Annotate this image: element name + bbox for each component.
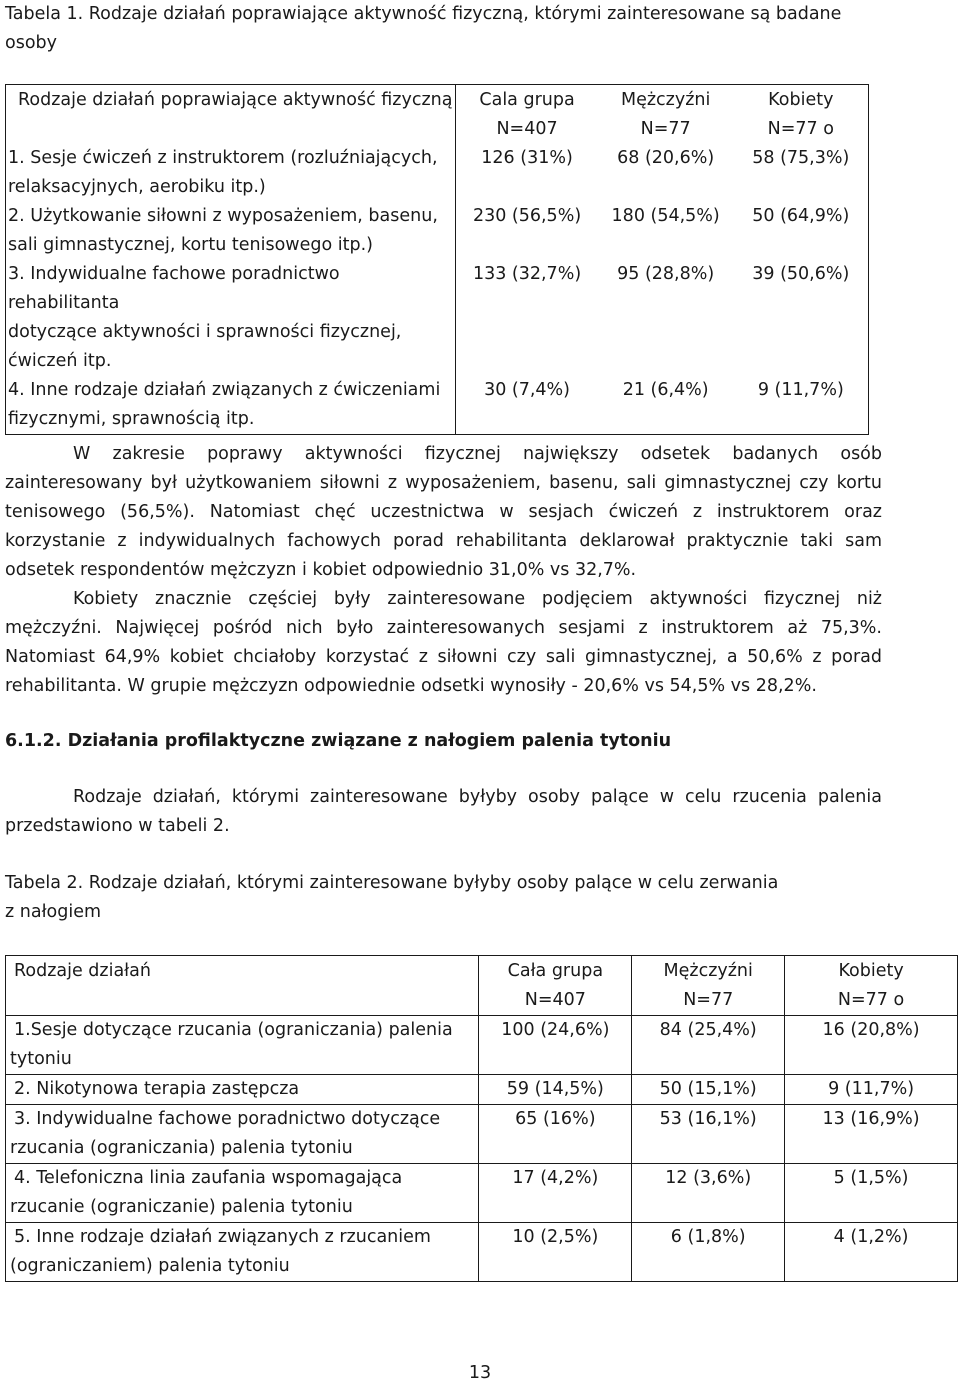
- section-heading: 6.1.2. Działania profilaktyczne związane z nałogiem palenia tytoniu: [5, 731, 672, 751]
- cell-men: 180 (54,5%): [611, 206, 720, 226]
- table2-caption: [5, 869, 905, 927]
- caption-line: Tabela 2. Rodzaje działań, którymi zainteresowane byłyby osoby palące w celu zerwania: [5, 873, 779, 893]
- cell-men: 53 (16,1%): [632, 1105, 785, 1164]
- page-number: 13: [468, 1363, 492, 1383]
- cell-women: 13 (16,9%): [785, 1105, 958, 1164]
- table-row: [6, 1105, 958, 1164]
- label-line: dotyczące aktywności i sprawności fizycznej,: [8, 322, 402, 342]
- header-line: Mężczyźni: [620, 90, 711, 110]
- paragraph-line: korzystanie z indywidualnych fachowych porad rehabilitanta deklarował praktycznie taki sam: [5, 531, 882, 551]
- label-line: 3. Indywidualne fachowe poradnictwo rehabilitanta: [8, 264, 340, 313]
- paragraph-line: Natomiast 64,9% kobiet chciałoby korzystać z siłowni czy sali gimnastycznej, a 50,6% z porad: [5, 647, 882, 667]
- cell-men: 95 (28,8%): [617, 264, 715, 284]
- label-line: fizycznymi, sprawnością itp.: [8, 409, 255, 429]
- table-row: [6, 202, 869, 260]
- cell-men: 6 (1,8%): [632, 1223, 785, 1282]
- table-header-row: [6, 956, 958, 1016]
- header-line: N=77 o: [837, 990, 905, 1010]
- cell-all: 65 (16%): [479, 1105, 632, 1164]
- paragraph-line: przedstawiono w tabeli 2.: [5, 816, 230, 836]
- header-line: Kobiety: [838, 961, 904, 981]
- paragraph-line: odsetek respondentów mężczyzn i kobiet odpowiednio 31,0% vs 32,7%.: [5, 560, 637, 580]
- cell-women: 4 (1,2%): [785, 1223, 958, 1282]
- table-row: [6, 1075, 958, 1105]
- header-men: [598, 85, 734, 145]
- header-line: N=407: [524, 990, 586, 1010]
- header-line: Kobiety: [768, 90, 834, 110]
- cell-women: 5 (1,5%): [785, 1164, 958, 1223]
- header-all: [456, 85, 598, 145]
- label-line: rzucania (ograniczania) palenia tytoniu: [10, 1138, 353, 1158]
- label-line: rzucanie (ograniczanie) palenia tytoniu: [10, 1197, 353, 1217]
- label-line: 2. Nikotynowa terapia zastępcza: [14, 1079, 300, 1099]
- cell-women: 9 (11,7%): [757, 380, 844, 400]
- paragraph-line: Rodzaje działań, którymi zainteresowane byłyby osoby palące w celu rzucenia palenia: [73, 787, 882, 807]
- cell-men: 21 (6,4%): [622, 380, 709, 400]
- caption-line: z nałogiem: [5, 902, 102, 922]
- cell-all: 59 (14,5%): [479, 1075, 632, 1105]
- header-men: [632, 956, 785, 1016]
- header-activity: Rodzaje działań poprawiające aktywność fizyczną: [18, 90, 453, 110]
- cell-all: 230 (56,5%): [456, 202, 598, 260]
- cell-women: 16 (20,8%): [785, 1016, 958, 1075]
- table-row: [6, 376, 869, 435]
- table-row: [6, 1016, 958, 1075]
- header-line: N=77: [640, 119, 691, 139]
- cell-all: 10 (2,5%): [479, 1223, 632, 1282]
- table1: [5, 84, 869, 435]
- row-label: [6, 202, 456, 260]
- cell-all: 100 (24,6%): [479, 1016, 632, 1075]
- table-row: [6, 144, 869, 202]
- label-line: ćwiczeń itp.: [8, 351, 112, 371]
- header-women: [785, 956, 958, 1016]
- cell-men: 50 (15,1%): [632, 1075, 785, 1105]
- paragraph-line: Kobiety znacznie częściej były zainteresowane podjęciem aktywności fizycznej niż: [73, 589, 882, 609]
- label-line: 4. Telefoniczna linia zaufania wspomagająca: [14, 1168, 403, 1188]
- paragraph-3: [5, 783, 882, 841]
- table2: [5, 955, 958, 1282]
- header-line: Cała grupa: [507, 961, 604, 981]
- cell-all: 133 (32,7%): [456, 260, 598, 376]
- label-line: 5. Inne rodzaje działań związanych z rzucaniem: [14, 1227, 431, 1247]
- paragraph-2: [5, 585, 882, 701]
- row-label: [6, 1223, 479, 1282]
- header-all: [479, 956, 632, 1016]
- paragraph-line: tenisowego (56,5%). Natomiast chęć uczestnictwa w sesjach ćwiczeń z instruktorem oraz: [5, 502, 882, 522]
- label-line: sali gimnastycznej, kortu tenisowego itp.): [8, 235, 373, 255]
- table-header-row: [6, 85, 869, 145]
- cell-all: 30 (7,4%): [456, 376, 598, 435]
- paragraph-line: mężczyźni. Najwięcej pośród nich było zainteresowanych sesjami z instruktorem aż 75,3%.: [5, 618, 882, 638]
- row-label: [6, 260, 456, 376]
- table-row: [6, 1223, 958, 1282]
- caption-line: Tabela 1. Rodzaje działań poprawiające aktywność fizyczną, którymi zainteresowane są badane: [5, 4, 842, 24]
- cell-women: 39 (50,6%): [752, 264, 850, 284]
- label-line: relaksacyjnych, aerobiku itp.): [8, 177, 266, 197]
- header-line: Cala grupa: [479, 90, 575, 110]
- label-line: 1. Sesje ćwiczeń z instruktorem (rozluźniających,: [8, 148, 438, 168]
- cell-all: 17 (4,2%): [479, 1164, 632, 1223]
- header-activity: Rodzaje działań: [6, 956, 479, 1016]
- label-line: 4. Inne rodzaje działań związanych z ćwiczeniami: [8, 380, 441, 400]
- label-line: tytoniu: [10, 1049, 72, 1069]
- header-line: N=407: [496, 119, 558, 139]
- cell-all: 126 (31%): [456, 144, 598, 202]
- row-label: [6, 376, 456, 435]
- row-label: [6, 144, 456, 202]
- paragraph-line: zainteresowany był użytkowaniem siłowni z wyposażeniem, basenu, sali gimnastycznej czy kortu: [5, 473, 882, 493]
- label-line: 3. Indywidualne fachowe poradnictwo dotyczące: [14, 1109, 441, 1129]
- header-line: N=77 o: [767, 119, 834, 139]
- paragraph-line: W zakresie poprawy aktywności fizycznej największy odsetek badanych osób: [73, 444, 882, 464]
- paragraph-line: rehabilitanta. W grupie mężczyzn odpowiednie odsetki wynosiły - 20,6% vs 54,5% vs 28,2%.: [5, 676, 817, 696]
- header-women: [734, 85, 869, 145]
- cell-men: 12 (3,6%): [632, 1164, 785, 1223]
- header-line: N=77: [683, 990, 734, 1010]
- table1-caption: [5, 0, 905, 58]
- table-row: [6, 260, 869, 376]
- label-line: 2. Użytkowanie siłowni z wyposażeniem, basenu,: [8, 206, 438, 226]
- caption-line: osoby: [5, 33, 57, 53]
- paragraph-1: [5, 440, 882, 585]
- cell-women: 9 (11,7%): [785, 1075, 958, 1105]
- table-row: [6, 1164, 958, 1223]
- cell-men: 84 (25,4%): [632, 1016, 785, 1075]
- row-label: [6, 1075, 479, 1105]
- cell-women: 58 (75,3%): [752, 148, 850, 168]
- label-line: (ograniczaniem) palenia tytoniu: [10, 1256, 290, 1276]
- row-label: [6, 1164, 479, 1223]
- label-line: 1.Sesje dotyczące rzucania (ograniczania) palenia: [14, 1020, 453, 1040]
- header-line: Mężczyźni: [663, 961, 753, 981]
- cell-women: 50 (64,9%): [752, 206, 850, 226]
- row-label: [6, 1105, 479, 1164]
- cell-men: 68 (20,6%): [617, 148, 715, 168]
- row-label: [6, 1016, 479, 1075]
